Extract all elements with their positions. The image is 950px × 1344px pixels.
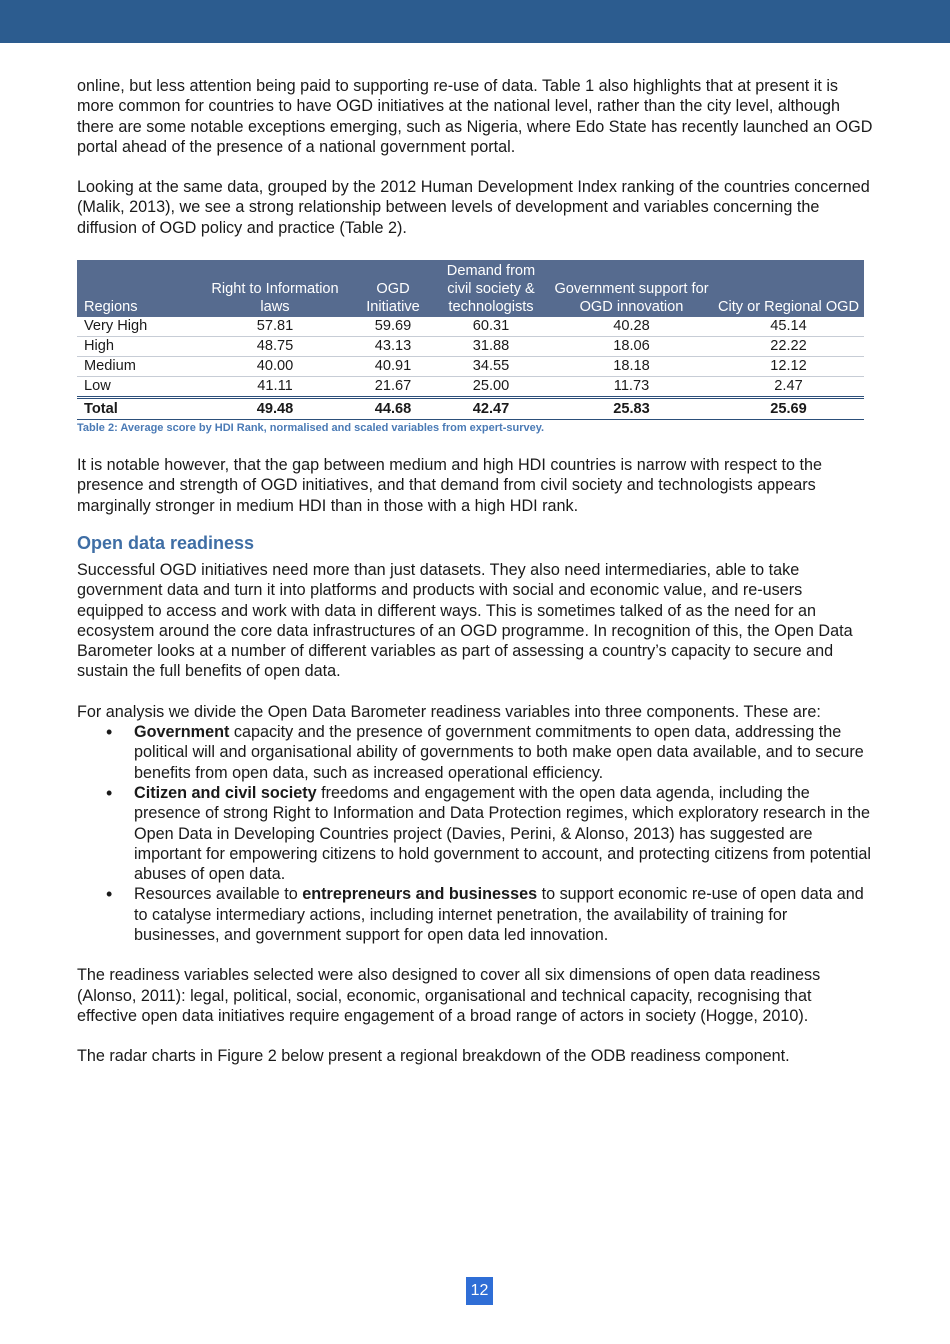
bullet-text: capacity and the presence of government commitments to open data, addressing the political will and organisational ability of governments to both make open data available, and to secure benefits from open data, such as increased operational efficiency. xyxy=(134,723,864,782)
table-cell: 44.68 xyxy=(354,398,432,420)
table-cell: 12.12 xyxy=(713,357,864,377)
paragraph-2: Looking at the same data, grouped by the 2012 Human Development Index ranking of the countries concerned (Malik, 2013), we see a strong relationship between levels of development and variables concerning the diffusion of OGD policy and practice (Table 2). xyxy=(77,178,870,237)
table-cell: 25.83 xyxy=(550,398,713,420)
col-header-rti-laws: Right to Information laws xyxy=(196,260,354,317)
page-number: 12 xyxy=(466,1277,493,1305)
table-cell: 57.81 xyxy=(196,317,354,337)
bullet-text: to support economic re-use of open data and to catalyse intermediary actions, including internet penetration, the availability of training for businesses, and government support for open data led innovation. xyxy=(134,885,864,945)
list-item xyxy=(134,884,873,945)
table-cell: 40.91 xyxy=(354,357,432,377)
table-cell: 40.28 xyxy=(550,317,713,337)
table-row xyxy=(77,357,864,377)
hdi-table xyxy=(77,260,864,420)
table-cell: Medium xyxy=(77,357,196,377)
table-cell: 34.55 xyxy=(432,357,550,377)
table-cell: 40.00 xyxy=(196,357,354,377)
paragraph-7: The radar charts in Figure 2 below present a regional breakdown of the ODB readiness component. xyxy=(77,1047,790,1066)
table-row xyxy=(77,317,864,337)
bullet-bold-term: Government xyxy=(134,723,230,742)
table-cell: Low xyxy=(77,377,196,398)
readiness-components-list xyxy=(77,722,873,945)
document-body xyxy=(77,76,873,1067)
table-total-row xyxy=(77,398,864,420)
table-row xyxy=(77,377,864,398)
bullet-bold-term: Citizen and civil society xyxy=(134,783,317,802)
col-header-regions: Regions xyxy=(77,260,196,317)
table-cell: 18.06 xyxy=(550,337,713,357)
table-cell: 18.18 xyxy=(550,357,713,377)
table-cell: 59.69 xyxy=(354,317,432,337)
table-cell: 60.31 xyxy=(432,317,550,337)
paragraph-4: Successful OGD initiatives need more than just datasets. They also need intermediaries, able to take government data and turn it into platforms and products with social and economic value, and re-users equipped to access and work with data in different ways. This is sometimes talked of as the need for an ecosystem around the core data infrastructures of an OGD programme. In recognition of this, the Open Data Barometer looks at a number of different variables as part of assessing a country’s capacity to secure and sustain the full benefits of open data. xyxy=(77,560,853,681)
col-header-city-ogd: City or Regional OGD xyxy=(713,260,864,317)
section-heading: Open data readiness xyxy=(77,532,255,553)
table-cell: 45.14 xyxy=(713,317,864,337)
table-cell: Total xyxy=(77,398,196,420)
table-cell: 49.48 xyxy=(196,398,354,420)
table-cell: 25.00 xyxy=(432,377,550,398)
table-row xyxy=(77,337,864,357)
paragraph-3: It is notable however, that the gap between medium and high HDI countries is narrow with respect to the presence and strength of OGD initiatives, and that demand from civil society and technologists appears marginally stronger in medium HDI than in those with a high HDI rank. xyxy=(77,456,823,515)
table-cell: 2.47 xyxy=(713,377,864,398)
col-header-ogd-initiative: OGD Initiative xyxy=(354,260,432,317)
table-header-row xyxy=(77,260,864,317)
table-cell: 31.88 xyxy=(432,337,550,357)
bullet-text: freedoms and engagement with the open data agenda, including the presence of strong Right to Information and Data Protection regimes, which exploratory research in the Open Data in Developing Countries project (Davies, Perini, & Alonso, 2013) has suggested are important for empowering citizens to hold government to account, and protecting citizens from potential abuses of open data. xyxy=(134,783,871,884)
table-cell: Very High xyxy=(77,317,196,337)
paragraph-5: For analysis we divide the Open Data Barometer readiness variables into three components. These are: xyxy=(77,702,821,721)
table-cell: 25.69 xyxy=(713,398,864,420)
table-cell: 41.11 xyxy=(196,377,354,398)
col-header-demand: Demand from civil society & technologists xyxy=(432,260,550,317)
list-item xyxy=(134,783,873,884)
list-item xyxy=(134,722,873,783)
table-cell: 21.67 xyxy=(354,377,432,398)
paragraph-6: The readiness variables selected were also designed to cover all six dimensions of open data readiness (Alonso, 2011): legal, political, social, economic, organisational and technical capacity, recognising that effective open data initiatives require engagement of a broad range of actors in society (Hogge, 2010). xyxy=(77,966,821,1025)
paragraph-1: online, but less attention being paid to supporting re-use of data. Table 1 also highlights that at present it is more common for countries to have OGD initiatives at the national level, rather than the city level, although there are some notable exceptions emerging, such as Nigeria, where Edo State has recently launched an OGD portal ahead of the presence of a national government portal. xyxy=(77,77,873,156)
table-cell: High xyxy=(77,337,196,357)
table-cell: 11.73 xyxy=(550,377,713,398)
table-cell: 42.47 xyxy=(432,398,550,420)
table-caption: Table 2: Average score by HDI Rank, normalised and scaled variables from expert-survey. xyxy=(77,422,545,435)
table-cell: 48.75 xyxy=(196,337,354,357)
bullet-text: Resources available to xyxy=(134,885,303,904)
header-bar xyxy=(0,0,950,43)
col-header-gov-support: Government support for OGD innovation xyxy=(550,260,713,317)
table-cell: 22.22 xyxy=(713,337,864,357)
bullet-bold-term: entrepreneurs and businesses xyxy=(302,885,538,904)
table-cell: 43.13 xyxy=(354,337,432,357)
